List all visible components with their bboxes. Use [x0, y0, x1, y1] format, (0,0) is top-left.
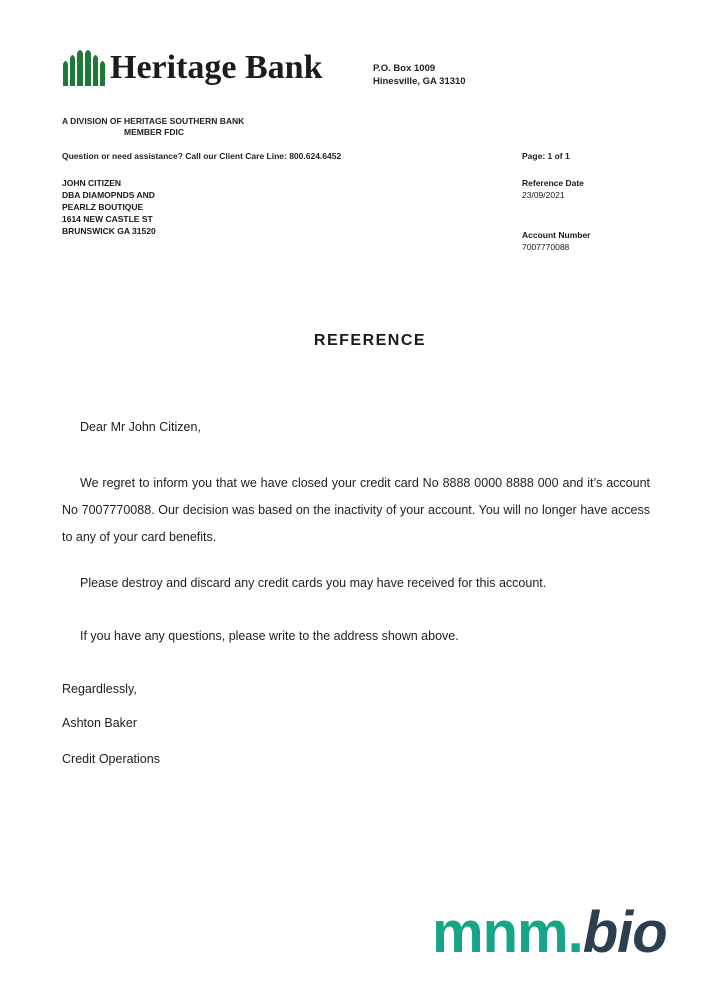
watermark-part2: bio [582, 900, 667, 965]
recipient-line: 1614 NEW CASTLE ST [62, 214, 153, 224]
reference-date-label: Reference Date [522, 178, 584, 188]
reference-date-value: 23/09/2021 [522, 190, 565, 200]
signer-name: Ashton Baker [62, 716, 138, 730]
recipient-line: BRUNSWICK GA 31520 [62, 226, 156, 236]
watermark-logo [432, 898, 667, 968]
recipient-line: PEARLZ BOUTIQUE [62, 202, 144, 212]
recipient-address [62, 177, 156, 237]
account-number-value: 7007770088 [522, 242, 570, 252]
assistance-line: Question or need assistance? Call our Client Care Line: 800.624.6452 [62, 151, 342, 161]
division-line: A DIVISION OF HERITAGE SOUTHERN BANK [62, 116, 245, 126]
bank-address [373, 62, 466, 88]
account-number-block [522, 229, 590, 253]
signer-department: Credit Operations [62, 752, 160, 766]
salutation: Dear Mr John Citizen, [80, 420, 201, 434]
bank-logo [62, 48, 322, 88]
letter-title: REFERENCE [313, 332, 427, 349]
recipient-line: DBA DIAMOPNDS AND [62, 190, 155, 200]
city-line: Hinesville, GA 31310 [373, 76, 466, 87]
wheat-logo-icon [62, 48, 106, 88]
bank-name: Heritage Bank [110, 49, 323, 86]
reference-date-block [522, 177, 584, 201]
watermark-part1: mnm. [432, 900, 583, 965]
paragraph-questions: If you have any questions, please write to the address shown above. [80, 629, 459, 643]
account-number-label: Account Number [522, 230, 591, 240]
paragraph-destroy-cards: Please destroy and discard any credit cards you may have received for this account. [80, 576, 547, 590]
page-number: Page: 1 of 1 [522, 151, 570, 161]
closing: Regardlessly, [62, 682, 137, 696]
recipient-line: JOHN CITIZEN [62, 178, 122, 188]
po-box: P.O. Box 1009 [373, 63, 436, 74]
member-fdic: MEMBER FDIC [124, 127, 184, 137]
paragraph-closure-notice: We regret to inform you that we have closed your credit card No 8888 0000 8888 000 and it’s account No 7007770088. Our decision was based on the inactivity of your account. You will no longer have access to any of your card benefits. [62, 476, 650, 544]
